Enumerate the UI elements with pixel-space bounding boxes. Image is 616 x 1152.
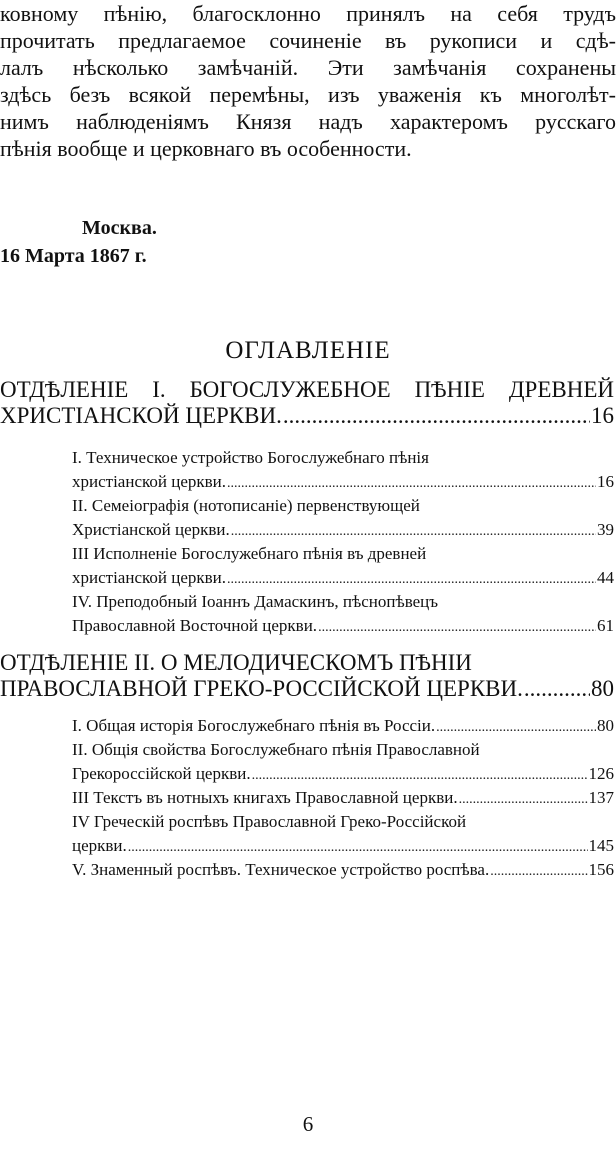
intro-paragraph — [0, 0, 616, 162]
intro-line: нимъ наблюденіямъ Князя надъ характеромъ русскаго — [0, 109, 616, 134]
toc-entries — [72, 714, 614, 882]
entry-page-number: 156 — [588, 860, 614, 879]
toc-entry — [72, 590, 614, 638]
entry-row — [72, 786, 614, 810]
intro-line: ковному пѣнію, благосклонно принялъ на себя трудъ — [0, 1, 616, 26]
entry-row — [72, 566, 614, 590]
entry-page-number: 16 — [597, 472, 614, 491]
entry-line: Грекороссійской церкви. — [72, 764, 251, 783]
entry-line: Христіанской церкви. — [72, 520, 230, 539]
toc-entry — [72, 786, 614, 810]
intro-line: пѣнія вообще и церковнаго въ особенности. — [0, 136, 412, 161]
toc-entry — [72, 542, 614, 590]
section-heading-row — [0, 403, 614, 429]
entry-row — [72, 614, 614, 638]
entry-row — [72, 762, 614, 786]
entry-row — [72, 470, 614, 494]
entry-line: христіанской церкви. — [72, 568, 227, 587]
entry-line: V. Знаменный роспѣвъ. Техническое устройство роспѣва. — [72, 860, 490, 879]
entry-page-number: 137 — [588, 788, 614, 807]
entry-page-number: 44 — [597, 568, 614, 587]
dot-leader — [128, 834, 588, 860]
entry-line: II. Общія свойства Богослужебнаго пѣнія Православной — [72, 740, 480, 759]
intro-line: прочитать предлагаемое сочиненіе въ рукописи и сдѣ- — [0, 28, 616, 53]
section-heading-line: ПРАВОСЛАВНОЙ ГРЕКО-РОССІЙСКОЙ ЦЕРКВИ. — [0, 676, 523, 701]
entry-line: I. Техническое устройство Богослужебнаго пѣнія — [72, 448, 429, 467]
dot-leader — [459, 786, 588, 812]
dot-leader — [227, 470, 596, 496]
place-line: Москва. — [82, 217, 157, 239]
entry-page-number: 61 — [597, 616, 614, 635]
toc-section-heading — [0, 650, 614, 702]
section-heading-line: ОТДѢЛЕНІЕ I. БОГОСЛУЖЕБНОЕ ПѢНІЕ ДРЕВНЕЙ — [0, 377, 614, 402]
toc-entry — [72, 446, 614, 494]
entry-row — [72, 714, 614, 738]
entry-line: церкви. — [72, 836, 127, 855]
entry-row — [72, 858, 614, 882]
dot-leader — [524, 676, 590, 702]
entry-row — [72, 834, 614, 858]
date-line: 16 Марта 1867 г. — [0, 245, 147, 267]
section-heading-row — [0, 676, 614, 702]
section-heading-line: ХРИСТІАНСКОЙ ЦЕРКВИ. — [0, 403, 282, 428]
section-page-number: 16 — [591, 403, 614, 428]
entry-line: III Исполненіе Богослужебнаго пѣнія въ древней — [72, 544, 427, 563]
entry-page-number: 126 — [588, 764, 614, 783]
dot-leader — [318, 614, 596, 640]
entry-line: III Текстъ въ нотныхъ книгахъ Православной церкви. — [72, 788, 458, 807]
dot-leader — [252, 762, 588, 788]
dot-leader — [231, 518, 596, 544]
entry-page-number: 80 — [597, 716, 614, 735]
entry-line: Православной Восточной церкви. — [72, 616, 318, 635]
toc-entry — [72, 494, 614, 542]
toc-entry — [72, 858, 614, 882]
toc-section-heading — [0, 377, 614, 429]
entry-line: IV. Преподобный Іоаннъ Дамаскинъ, пѣснопѣвецъ — [72, 592, 439, 611]
toc-entry — [72, 738, 614, 786]
dot-leader — [227, 566, 596, 592]
dot-leader — [490, 858, 587, 884]
entry-line: христіанской церкви. — [72, 472, 227, 491]
dot-leader — [283, 403, 590, 429]
entry-line: II. Семеіографія (нотописаніе) первенствующей — [72, 496, 420, 515]
entry-page-number: 39 — [597, 520, 614, 539]
section-heading-line: ОТДѢЛЕНІЕ II. О МЕЛОДИЧЕСКОМЪ ПѢНІИ — [0, 650, 472, 675]
toc-entry — [72, 714, 614, 738]
toc-title: ОГЛАВЛЕНІЕ — [225, 337, 391, 364]
intro-line: лалъ нѣсколько замѣчаній. Эти замѣчанія сохранены — [0, 55, 616, 80]
entry-line: I. Общая исторія Богослужебнаго пѣнія въ Россіи. — [72, 716, 436, 735]
entry-row — [72, 518, 614, 542]
entry-page-number: 145 — [588, 836, 614, 855]
dot-leader — [436, 714, 596, 740]
section-page-number: 80 — [591, 676, 614, 701]
page-number: 6 — [302, 1112, 314, 1136]
entry-line: IV Греческій роспѣвъ Православной Греко-Россійской — [72, 812, 467, 831]
intro-line: здѣсь безъ всякой перемѣны, изъ уваженія къ многолѣт- — [0, 82, 616, 107]
toc-entry — [72, 810, 614, 858]
toc-entries — [72, 446, 614, 638]
